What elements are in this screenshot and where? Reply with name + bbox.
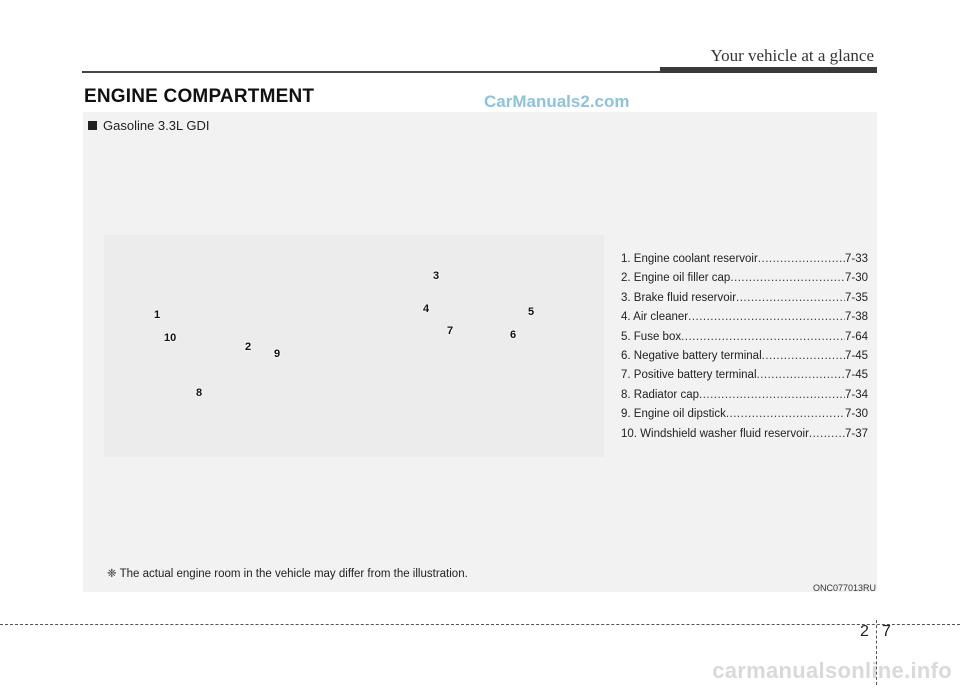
header-rule-accent (660, 67, 877, 73)
legend-item: 1. Engine coolant reservoir ..... 7-33 (621, 250, 868, 269)
legend-item: 10. Windshield washer fluid reservoir ..... 7-37 (621, 425, 868, 444)
watermark-top: CarManuals2.com (484, 92, 630, 111)
header-rule (82, 71, 702, 73)
page-number: 7 (882, 623, 891, 640)
callout-marker: 1 (154, 309, 161, 321)
callout-marker: 4 (423, 303, 430, 315)
illustration-note: ❈ The actual engine room in the vehicle may differ from the illustration. (107, 568, 468, 580)
legend-item: 2. Engine oil filler cap ..... 7-30 (621, 269, 868, 288)
callout-marker: 6 (510, 329, 517, 341)
legend-item: 6. Negative battery terminal ..... 7-45 (621, 347, 868, 366)
watermark-bottom: carmanualsonline.info (712, 658, 952, 683)
callout-marker: 10 (164, 332, 177, 344)
square-bullet-icon (88, 121, 97, 130)
legend-item: 7. Positive battery terminal ..... 7-45 (621, 366, 868, 385)
callout-marker: 3 (433, 270, 440, 282)
callout-marker: 8 (196, 387, 203, 399)
callout-marker: 2 (245, 341, 252, 353)
legend-item: 4. Air cleaner ..... 7-38 (621, 308, 868, 327)
section-title: ENGINE COMPARTMENT (84, 86, 315, 107)
footer-rule (0, 624, 960, 625)
engine-illustration (104, 235, 604, 457)
variant-text: Gasoline 3.3L GDI (103, 118, 210, 133)
running-header: Your vehicle at a glance (710, 46, 874, 65)
variant-label (88, 118, 209, 133)
callout-marker: 7 (447, 325, 454, 337)
legend-item: 9. Engine oil dipstick ..... 7-30 (621, 405, 868, 424)
callout-marker: 5 (528, 306, 535, 318)
component-legend (621, 250, 868, 444)
legend-item: 3. Brake fluid reservoir ..... 7-35 (621, 289, 868, 308)
callout-marker: 9 (274, 348, 281, 360)
figure-code: ONC077013RU (812, 583, 876, 593)
page-chapter: 2 (860, 623, 869, 640)
legend-item: 8. Radiator cap ..... 7-34 (621, 386, 868, 405)
legend-item: 5. Fuse box ..... 7-64 (621, 328, 868, 347)
